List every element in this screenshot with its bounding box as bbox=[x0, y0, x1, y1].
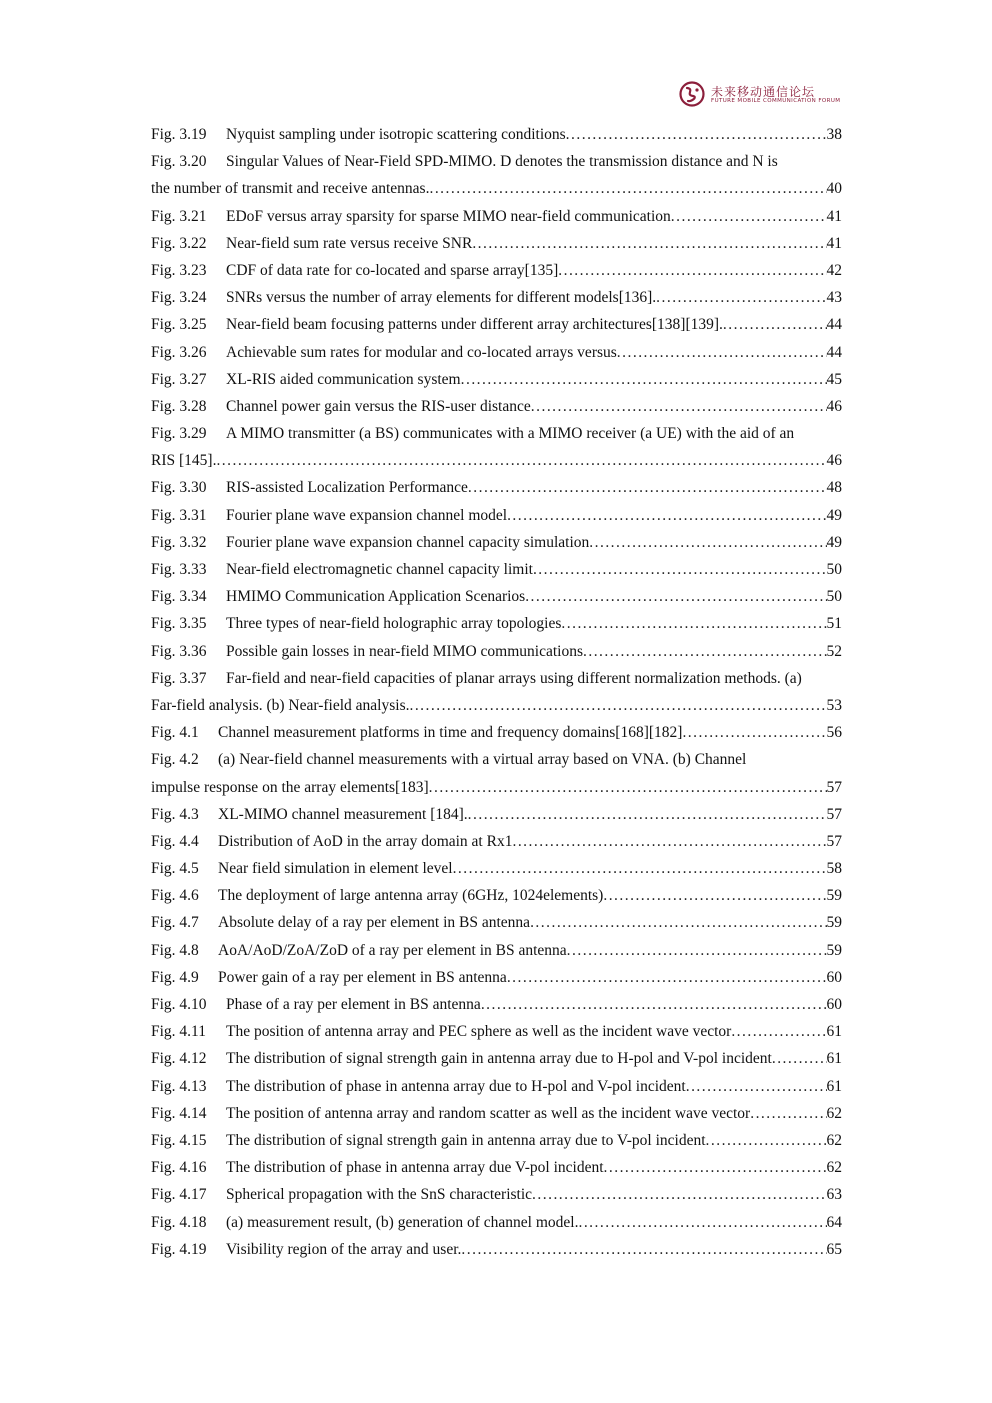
dot-leader bbox=[682, 719, 826, 746]
figure-title: Fourier plane wave expansion channel model bbox=[226, 506, 508, 524]
logo-chinese-text: 未来移动通信论坛 bbox=[711, 85, 816, 99]
toc-entry[interactable] bbox=[151, 366, 842, 393]
figure-title: Phase of a ray per element in BS antenna bbox=[226, 996, 481, 1013]
dot-leader bbox=[216, 447, 826, 474]
figure-title: Near-field beam focusing patterns under different array architectures[138][139]. bbox=[226, 316, 723, 334]
figure-label: Fig. 4.6 bbox=[151, 887, 199, 905]
figure-label: Fig. 4.10 bbox=[151, 996, 207, 1013]
figure-label: Fig. 4.1 bbox=[151, 724, 199, 742]
page-number: 42 bbox=[826, 261, 842, 279]
figure-title: The distribution of phase in antenna array due to H-pol and V-pol incident bbox=[226, 1077, 686, 1095]
figure-label: Fig. 3.31 bbox=[151, 506, 207, 524]
toc-entry[interactable] bbox=[151, 502, 842, 529]
page-number: 59 bbox=[826, 914, 842, 932]
page-number: 56 bbox=[826, 724, 842, 742]
toc-entry[interactable] bbox=[151, 909, 842, 936]
toc-entry[interactable] bbox=[151, 828, 842, 855]
dot-leader bbox=[589, 529, 826, 556]
dot-leader bbox=[532, 1181, 826, 1208]
figure-label: Fig. 4.8 bbox=[151, 941, 199, 959]
dot-leader bbox=[461, 366, 827, 393]
dot-leader bbox=[453, 855, 827, 882]
page-number: 62 bbox=[826, 1131, 842, 1149]
figure-title: The deployment of large antenna array (6GHz, 1024elements) bbox=[218, 887, 604, 905]
page-number: 52 bbox=[826, 642, 842, 660]
figure-title: Near-field electromagnetic channel capacity limit bbox=[226, 561, 533, 578]
figure-label: Fig. 4.9 bbox=[151, 968, 199, 986]
figure-title: Near-field sum rate versus receive SNR bbox=[226, 234, 473, 252]
page-number: 46 bbox=[826, 397, 842, 415]
toc-entry[interactable] bbox=[151, 937, 842, 964]
page-number: 60 bbox=[826, 996, 842, 1013]
dot-leader bbox=[656, 284, 826, 311]
page-number: 38 bbox=[826, 126, 842, 143]
figure-label: Fig. 3.27 bbox=[151, 370, 207, 388]
figure-label: Fig. 4.3 bbox=[151, 805, 199, 823]
figure-title-line1: Singular Values of Near-Field SPD-MIMO. D denotes the transmission distance and N is bbox=[226, 153, 778, 171]
figure-title: Spherical propagation with the SnS characteristic bbox=[226, 1186, 533, 1204]
figure-title: Channel measurement platforms in time and frequency domains[168][182] bbox=[218, 724, 683, 742]
figure-label: Fig. 4.14 bbox=[151, 1104, 207, 1122]
figure-label: Fig. 4.11 bbox=[151, 1023, 206, 1041]
figure-title: impulse response on the array elements[183] bbox=[151, 778, 429, 796]
figure-title: CDF of data rate for co-located and sparse array[135] bbox=[226, 261, 559, 279]
page-header bbox=[678, 80, 841, 110]
page-number: 57 bbox=[826, 778, 842, 796]
figure-label: Fig. 4.12 bbox=[151, 1050, 207, 1068]
dot-leader bbox=[525, 583, 826, 610]
figure-label: Fig. 4.18 bbox=[151, 1213, 207, 1231]
toc-entry[interactable] bbox=[151, 1154, 842, 1181]
page-number: 46 bbox=[826, 452, 842, 470]
dot-leader bbox=[671, 203, 827, 230]
page-number: 44 bbox=[826, 343, 842, 361]
toc-entry[interactable] bbox=[151, 855, 842, 882]
dot-leader bbox=[531, 393, 827, 420]
toc-entry[interactable] bbox=[151, 529, 842, 556]
figure-label: Fig. 3.26 bbox=[151, 343, 207, 361]
page-number: 45 bbox=[826, 370, 842, 388]
figure-title: The position of antenna array and PEC sphere as well as the incident wave vector bbox=[226, 1023, 732, 1041]
figure-label: Fig. 4.5 bbox=[151, 860, 199, 878]
toc-entry[interactable] bbox=[151, 1181, 842, 1208]
list-of-figures bbox=[151, 121, 842, 1263]
figure-title: The distribution of signal strength gain in antenna array due to V-pol incident bbox=[226, 1131, 706, 1149]
page-number: 50 bbox=[826, 561, 842, 578]
figure-title: XL-RIS aided communication system bbox=[226, 370, 461, 388]
dot-leader bbox=[461, 1236, 826, 1263]
toc-entry[interactable] bbox=[151, 420, 842, 474]
figure-title: Nyquist sampling under isotropic scattering conditions bbox=[226, 126, 566, 143]
figure-title: The distribution of signal strength gain in antenna array due to H-pol and V-pol incident bbox=[226, 1050, 772, 1068]
dot-leader bbox=[558, 257, 826, 284]
page-number: 57 bbox=[826, 832, 842, 850]
figure-title: SNRs versus the number of array elements for different models[136]. bbox=[226, 289, 657, 307]
page-number: 61 bbox=[826, 1077, 842, 1095]
figure-label: Fig. 3.37 bbox=[151, 669, 207, 687]
figure-title: Distribution of AoD in the array domain at Rx1 bbox=[218, 832, 513, 850]
figure-title: Far-field analysis. (b) Near-field analysis. bbox=[151, 696, 410, 714]
page-number: 41 bbox=[826, 234, 842, 252]
toc-entry[interactable] bbox=[151, 1045, 842, 1072]
dot-leader bbox=[429, 175, 826, 202]
figure-title-line1: (a) Near-field channel measurements with a virtual array based on VNA. (b) Channel bbox=[218, 751, 747, 769]
figure-label: Fig. 3.25 bbox=[151, 316, 207, 334]
figure-title: Possible gain losses in near-field MIMO communications bbox=[226, 642, 583, 660]
page-number: 58 bbox=[826, 860, 842, 878]
toc-entry[interactable] bbox=[151, 230, 842, 257]
dot-leader bbox=[723, 311, 827, 338]
forum-logo-icon bbox=[678, 80, 706, 108]
figure-title: Absolute delay of a ray per element in BS antenna bbox=[218, 914, 531, 932]
figure-label: Fig. 3.23 bbox=[151, 261, 207, 279]
dot-leader bbox=[533, 556, 827, 583]
dot-leader bbox=[512, 828, 826, 855]
figure-title: Three types of near-field holographic array topologies bbox=[226, 615, 562, 633]
page-number: 43 bbox=[826, 289, 842, 307]
toc-entry[interactable] bbox=[151, 393, 842, 420]
toc-entry[interactable] bbox=[151, 284, 842, 311]
figure-label: Fig. 3.32 bbox=[151, 533, 207, 551]
figure-label: Fig. 4.7 bbox=[151, 914, 199, 932]
figure-label: Fig. 4.13 bbox=[151, 1077, 207, 1095]
toc-entry[interactable] bbox=[151, 339, 842, 366]
figure-label: Fig. 4.19 bbox=[151, 1240, 207, 1258]
figure-title: Power gain of a ray per element in BS antenna bbox=[218, 968, 507, 986]
page-number: 40 bbox=[826, 180, 842, 198]
page-number: 59 bbox=[826, 887, 842, 905]
toc-entry[interactable] bbox=[151, 964, 842, 991]
figure-label: Fig. 3.19 bbox=[151, 126, 207, 143]
toc-entry[interactable] bbox=[151, 638, 842, 665]
page-number: 50 bbox=[826, 588, 842, 606]
toc-entry[interactable] bbox=[151, 257, 842, 284]
dot-leader bbox=[583, 638, 827, 665]
page-number: 51 bbox=[826, 615, 842, 633]
toc-entry[interactable] bbox=[151, 474, 842, 501]
figure-title: AoA/AoD/ZoA/ZoD of a ray per element in BS antenna bbox=[218, 941, 567, 959]
dot-leader bbox=[566, 121, 827, 148]
toc-entry[interactable] bbox=[151, 1209, 842, 1236]
figure-label: Fig. 3.28 bbox=[151, 397, 207, 415]
toc-entry[interactable] bbox=[151, 148, 842, 202]
figure-title: Achievable sum rates for modular and co-located arrays versus bbox=[226, 343, 617, 361]
toc-entry[interactable] bbox=[151, 1236, 842, 1263]
toc-entry[interactable] bbox=[151, 556, 842, 583]
figure-title-line1: Far-field and near-field capacities of planar arrays using different normalization methods. (a) bbox=[226, 669, 802, 687]
figure-title: The position of antenna array and random scatter as well as the incident wave vector bbox=[226, 1104, 751, 1122]
page-number: 49 bbox=[826, 533, 842, 551]
toc-entry[interactable] bbox=[151, 1018, 842, 1045]
toc-entry[interactable] bbox=[151, 311, 842, 338]
figure-title-line1: A MIMO transmitter (a BS) communicates with a MIMO receiver (a UE) with the aid of an bbox=[226, 425, 795, 443]
figure-title: Near field simulation in element level bbox=[218, 860, 453, 878]
page-number: 65 bbox=[826, 1240, 842, 1258]
toc-entry[interactable] bbox=[151, 203, 842, 230]
dot-leader bbox=[567, 937, 827, 964]
figure-label: Fig. 3.21 bbox=[151, 207, 207, 225]
page-number: 64 bbox=[826, 1213, 842, 1231]
dot-leader bbox=[481, 991, 827, 1018]
toc-entry[interactable] bbox=[151, 1127, 842, 1154]
figure-title: RIS [145]. bbox=[151, 452, 217, 470]
figure-label: Fig. 3.34 bbox=[151, 588, 207, 606]
dot-leader bbox=[750, 1100, 826, 1127]
figure-label: Fig. 3.22 bbox=[151, 234, 207, 252]
page-number: 41 bbox=[826, 207, 842, 225]
toc-entry[interactable] bbox=[151, 801, 842, 828]
toc-entry[interactable] bbox=[151, 746, 842, 800]
figure-label: Fig. 4.2 bbox=[151, 751, 199, 769]
toc-entry[interactable] bbox=[151, 610, 842, 637]
dot-leader bbox=[561, 610, 826, 637]
figure-title: Fourier plane wave expansion channel capacity simulation bbox=[226, 533, 590, 551]
toc-entry[interactable] bbox=[151, 583, 842, 610]
toc-entry[interactable] bbox=[151, 121, 842, 148]
toc-entry[interactable] bbox=[151, 1073, 842, 1100]
figure-title: the number of transmit and receive antennas. bbox=[151, 180, 430, 198]
dot-leader bbox=[603, 882, 826, 909]
toc-entry[interactable] bbox=[151, 991, 842, 1018]
page-number: 61 bbox=[826, 1023, 842, 1041]
figure-label: Fig. 3.24 bbox=[151, 289, 207, 307]
figure-label: Fig. 4.17 bbox=[151, 1186, 207, 1204]
dot-leader bbox=[604, 1154, 827, 1181]
figure-label: Fig. 3.30 bbox=[151, 479, 207, 497]
page-number: 61 bbox=[826, 1050, 842, 1068]
figure-label: Fig. 3.29 bbox=[151, 425, 207, 443]
figure-title: XL-MIMO channel measurement [184]. bbox=[218, 805, 468, 823]
toc-entry[interactable] bbox=[151, 882, 842, 909]
page-number: 49 bbox=[826, 506, 842, 524]
page-number: 59 bbox=[826, 941, 842, 959]
dot-leader bbox=[772, 1045, 827, 1072]
logo-english-text: FUTURE MOBILE COMMUNICATION FORUM bbox=[711, 98, 841, 104]
figure-label: Fig. 3.35 bbox=[151, 615, 207, 633]
figure-title: HMIMO Communication Application Scenarios bbox=[226, 588, 526, 606]
page-number: 62 bbox=[826, 1159, 842, 1177]
figure-title: The distribution of phase in antenna array due V-pol incident bbox=[226, 1159, 604, 1177]
dot-leader bbox=[409, 692, 826, 719]
toc-entry[interactable] bbox=[151, 1100, 842, 1127]
dot-leader bbox=[731, 1018, 826, 1045]
dot-leader bbox=[706, 1127, 827, 1154]
figure-label: Fig. 3.20 bbox=[151, 153, 207, 171]
page-number: 63 bbox=[826, 1186, 842, 1204]
toc-entry[interactable] bbox=[151, 665, 842, 719]
figure-label: Fig. 4.4 bbox=[151, 832, 199, 850]
dot-leader bbox=[468, 801, 827, 828]
figure-label: Fig. 3.36 bbox=[151, 642, 207, 660]
page-number: 60 bbox=[826, 968, 842, 986]
figure-title: EDoF versus array sparsity for sparse MIMO near-field communication bbox=[226, 207, 671, 225]
dot-leader bbox=[686, 1073, 827, 1100]
figure-title: RIS-assisted Localization Performance bbox=[226, 479, 468, 497]
page-number: 48 bbox=[826, 479, 842, 497]
figure-label: Fig. 4.16 bbox=[151, 1159, 207, 1177]
dot-leader bbox=[507, 964, 827, 991]
toc-entry[interactable] bbox=[151, 719, 842, 746]
dot-leader bbox=[429, 774, 827, 801]
figure-title: (a) measurement result, (b) generation of channel model. bbox=[226, 1213, 579, 1231]
page-number: 57 bbox=[826, 805, 842, 823]
figure-label: Fig. 4.15 bbox=[151, 1131, 207, 1149]
dot-leader bbox=[507, 502, 826, 529]
figure-title: Visibility region of the array and user. bbox=[226, 1240, 462, 1258]
dot-leader bbox=[472, 230, 826, 257]
page-number: 44 bbox=[826, 316, 842, 334]
dot-leader bbox=[530, 909, 826, 936]
figure-label: Fig. 3.33 bbox=[151, 561, 207, 578]
page-number: 62 bbox=[826, 1104, 842, 1122]
page-number: 53 bbox=[826, 696, 842, 714]
dot-leader bbox=[468, 474, 827, 501]
dot-leader bbox=[578, 1209, 826, 1236]
dot-leader bbox=[617, 339, 827, 366]
figure-title: Channel power gain versus the RIS-user distance bbox=[226, 397, 531, 415]
